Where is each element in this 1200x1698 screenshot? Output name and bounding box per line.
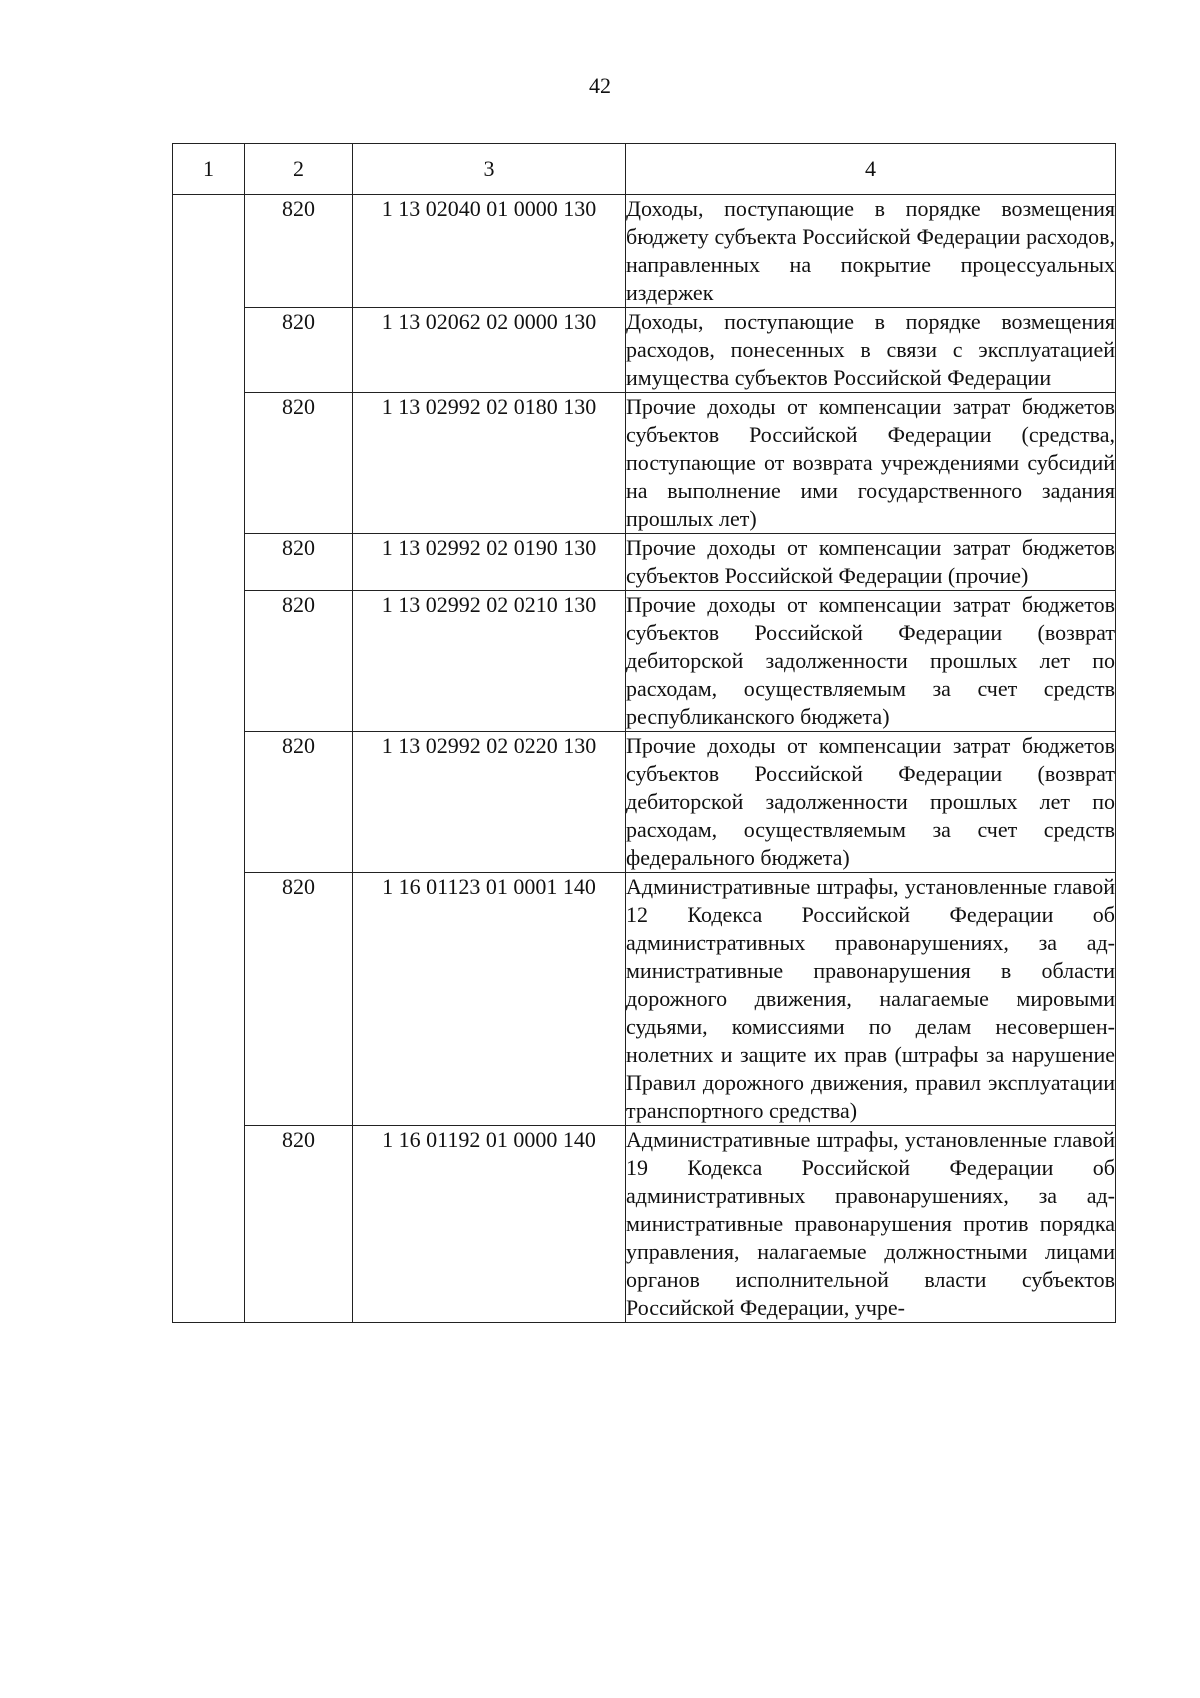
revenue-code-cell: 1 13 02992 02 0220 130 bbox=[353, 732, 626, 873]
table-row bbox=[173, 308, 1116, 393]
description-cell: Административные штрафы, установленные главой 19 Кодекса Российской Федерации об административных правонарушениях, за административные правонарушения против порядка управления, налагаемые должностными лицами органов исполнительной власти субъектов Российской Федерации, учре- bbox=[626, 1126, 1116, 1323]
table-row bbox=[173, 732, 1116, 873]
column-header-2: 2 bbox=[245, 144, 353, 195]
description-cell: Доходы, поступающие в порядке возмещения расходов, понесенных в связи с эксплуатацией имущества субъектов Российской Федерации bbox=[626, 308, 1116, 393]
revenue-code-cell: 1 16 01192 01 0000 140 bbox=[353, 1126, 626, 1323]
revenue-code-cell: 1 16 01123 01 0001 140 bbox=[353, 873, 626, 1126]
admin-code-cell: 820 bbox=[245, 1126, 353, 1323]
table-header-row bbox=[173, 144, 1116, 195]
description-cell: Прочие доходы от компенсации затрат бюджетов субъектов Российской Федерации (возврат дебиторской задолженности прошлых лет по расходам, осуществляемым за счет средств республиканского бюджета) bbox=[626, 591, 1116, 732]
admin-code-cell: 820 bbox=[245, 873, 353, 1126]
table-row bbox=[173, 195, 1116, 308]
column-header-4: 4 bbox=[626, 144, 1116, 195]
admin-code-cell: 820 bbox=[245, 591, 353, 732]
revenue-code-cell: 1 13 02992 02 0190 130 bbox=[353, 534, 626, 591]
description-cell: Прочие доходы от компенсации затрат бюджетов субъектов Российской Федерации (возврат дебиторской задолженности прошлых лет по расходам, осуществляемым за счет средств федерального бюджета) bbox=[626, 732, 1116, 873]
table-row bbox=[173, 1126, 1116, 1323]
table-row bbox=[173, 393, 1116, 534]
revenue-code-cell: 1 13 02992 02 0180 130 bbox=[353, 393, 626, 534]
admin-code-cell: 820 bbox=[245, 534, 353, 591]
table-row bbox=[173, 591, 1116, 732]
description-cell: Доходы, поступающие в порядке возмещения бюджету субъекта Российской Федерации расходов, направленных на покрытие процессуальных издержек bbox=[626, 195, 1116, 308]
admin-code-cell: 820 bbox=[245, 393, 353, 534]
table-row bbox=[173, 873, 1116, 1126]
revenue-code-cell: 1 13 02992 02 0210 130 bbox=[353, 591, 626, 732]
admin-code-cell: 820 bbox=[245, 195, 353, 308]
admin-code-cell: 820 bbox=[245, 732, 353, 873]
column-header-1: 1 bbox=[173, 144, 245, 195]
description-cell: Административные штрафы, установленные главой 12 Кодекса Российской Федерации об административных правонарушениях, за административные правонарушения в области дорожного движения, налагаемые мировыми судьями, комиссиями по делам несовершеннолетних и защите их прав (штрафы за нарушение Правил дорожного движения, правил эксплуатации транспортного средства) bbox=[626, 873, 1116, 1126]
column-header-3: 3 bbox=[353, 144, 626, 195]
empty-column-1-cell bbox=[173, 195, 245, 1323]
description-cell: Прочие доходы от компенсации затрат бюджетов субъектов Российской Федерации (прочие) bbox=[626, 534, 1116, 591]
table-row bbox=[173, 534, 1116, 591]
revenue-code-cell: 1 13 02062 02 0000 130 bbox=[353, 308, 626, 393]
admin-code-cell: 820 bbox=[245, 308, 353, 393]
revenue-codes-table bbox=[172, 143, 1116, 1323]
page-number: 42 bbox=[589, 73, 611, 98]
description-cell: Прочие доходы от компенсации затрат бюджетов субъектов Российской Федерации (средства, поступающие от возврата учреждениями субсидий на выполнение ими государственного задания прошлых лет) bbox=[626, 393, 1116, 534]
revenue-code-cell: 1 13 02040 01 0000 130 bbox=[353, 195, 626, 308]
